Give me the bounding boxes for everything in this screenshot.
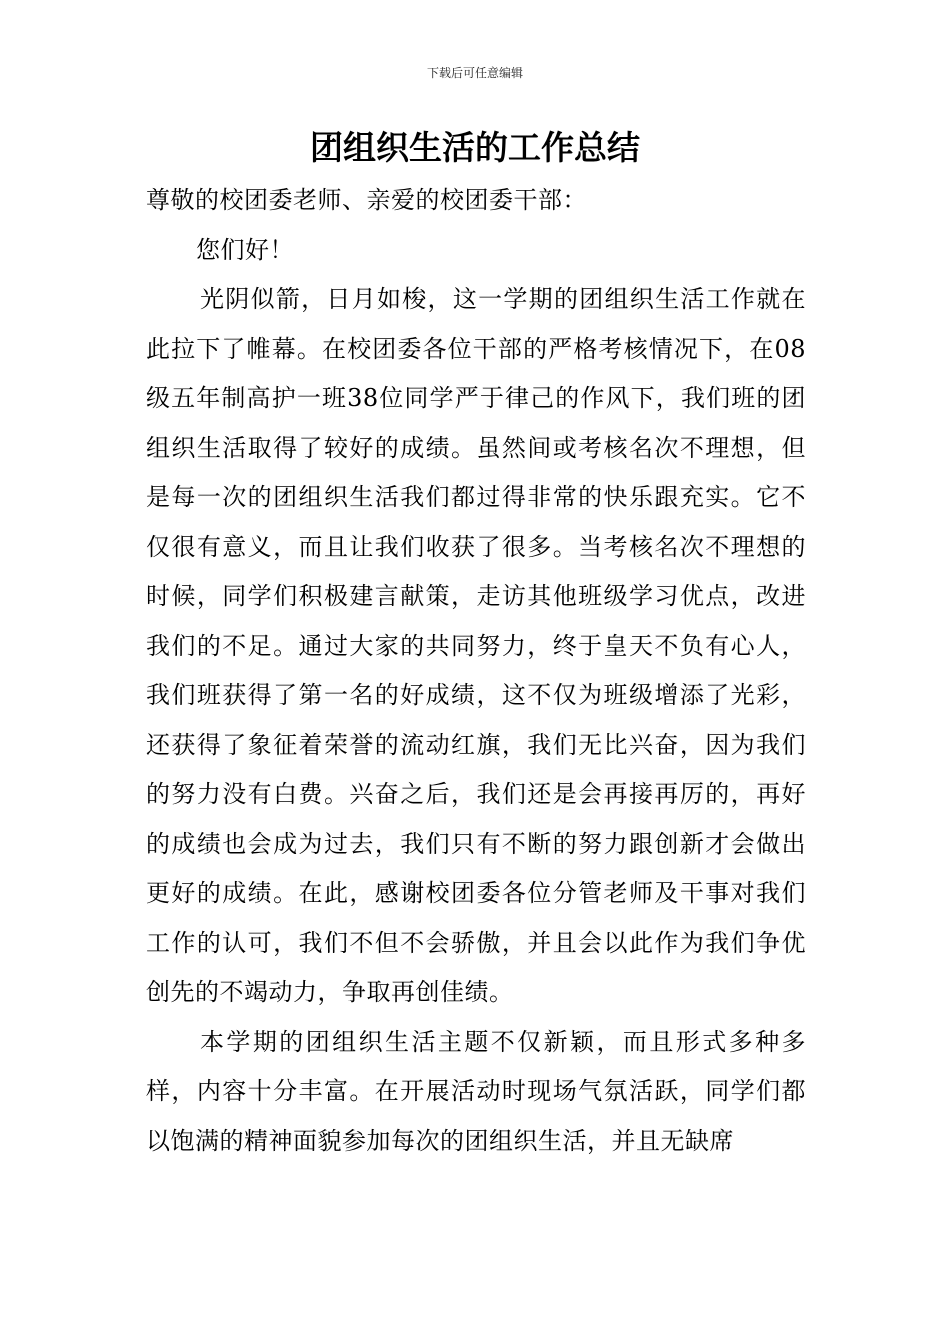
greeting: 您们好！	[196, 235, 294, 264]
document-title: 团组织生活的工作总结	[310, 128, 640, 167]
body-paragraph: 光阴似箭，日月如梭，这一学期的团组织生活工作就在此拉下了帷幕。在校团委各位干部的严格考核情况下，在08级五年制高护一班38位同学严于律己的作风下，我们班的团组织生活取得了较好的成绩。虽然间或考核名次不理想，但是每一次的团组织生活我们都过得非常的快乐跟充实。它不仅很有意义，而且让我们收获了很多。当考核名次不理想的时候，同学们积极建言献策，走访其他班级学习优点，改进我们的不足。通过大家的共同努力，终于皇天不负有心人，我们班获得了第一名的好成绩，这不仅为班级增添了光彩，还获得了象征着荣誉的流动红旗，我们无比兴奋，因为我们的努力没有白费。兴奋之后，我们还是会再接再厉的，再好的成绩也会成为过去，我们只有不断的努力跟创新才会做出更好的成绩。在此，感谢校团委各位分管老师及干事对我们工作的认可，我们不但不会骄傲，并且会以此作为我们争优创先的不竭动力，争取再创佳绩。	[146, 285, 806, 1006]
header-note: 下载后可任意编辑	[426, 66, 523, 80]
salutation: 尊敬的校团委老师、亲爱的校团委干部：	[146, 186, 587, 214]
body-paragraph: 本学期的团组织生活主题不仅新颖，而且形式多种多样，内容十分丰富。在开展活动时现场气氛活跃，同学们都以饱满的精神面貌参加每次的团组织生活，并且无缺席	[146, 1027, 806, 1155]
document-body	[146, 176, 806, 1166]
